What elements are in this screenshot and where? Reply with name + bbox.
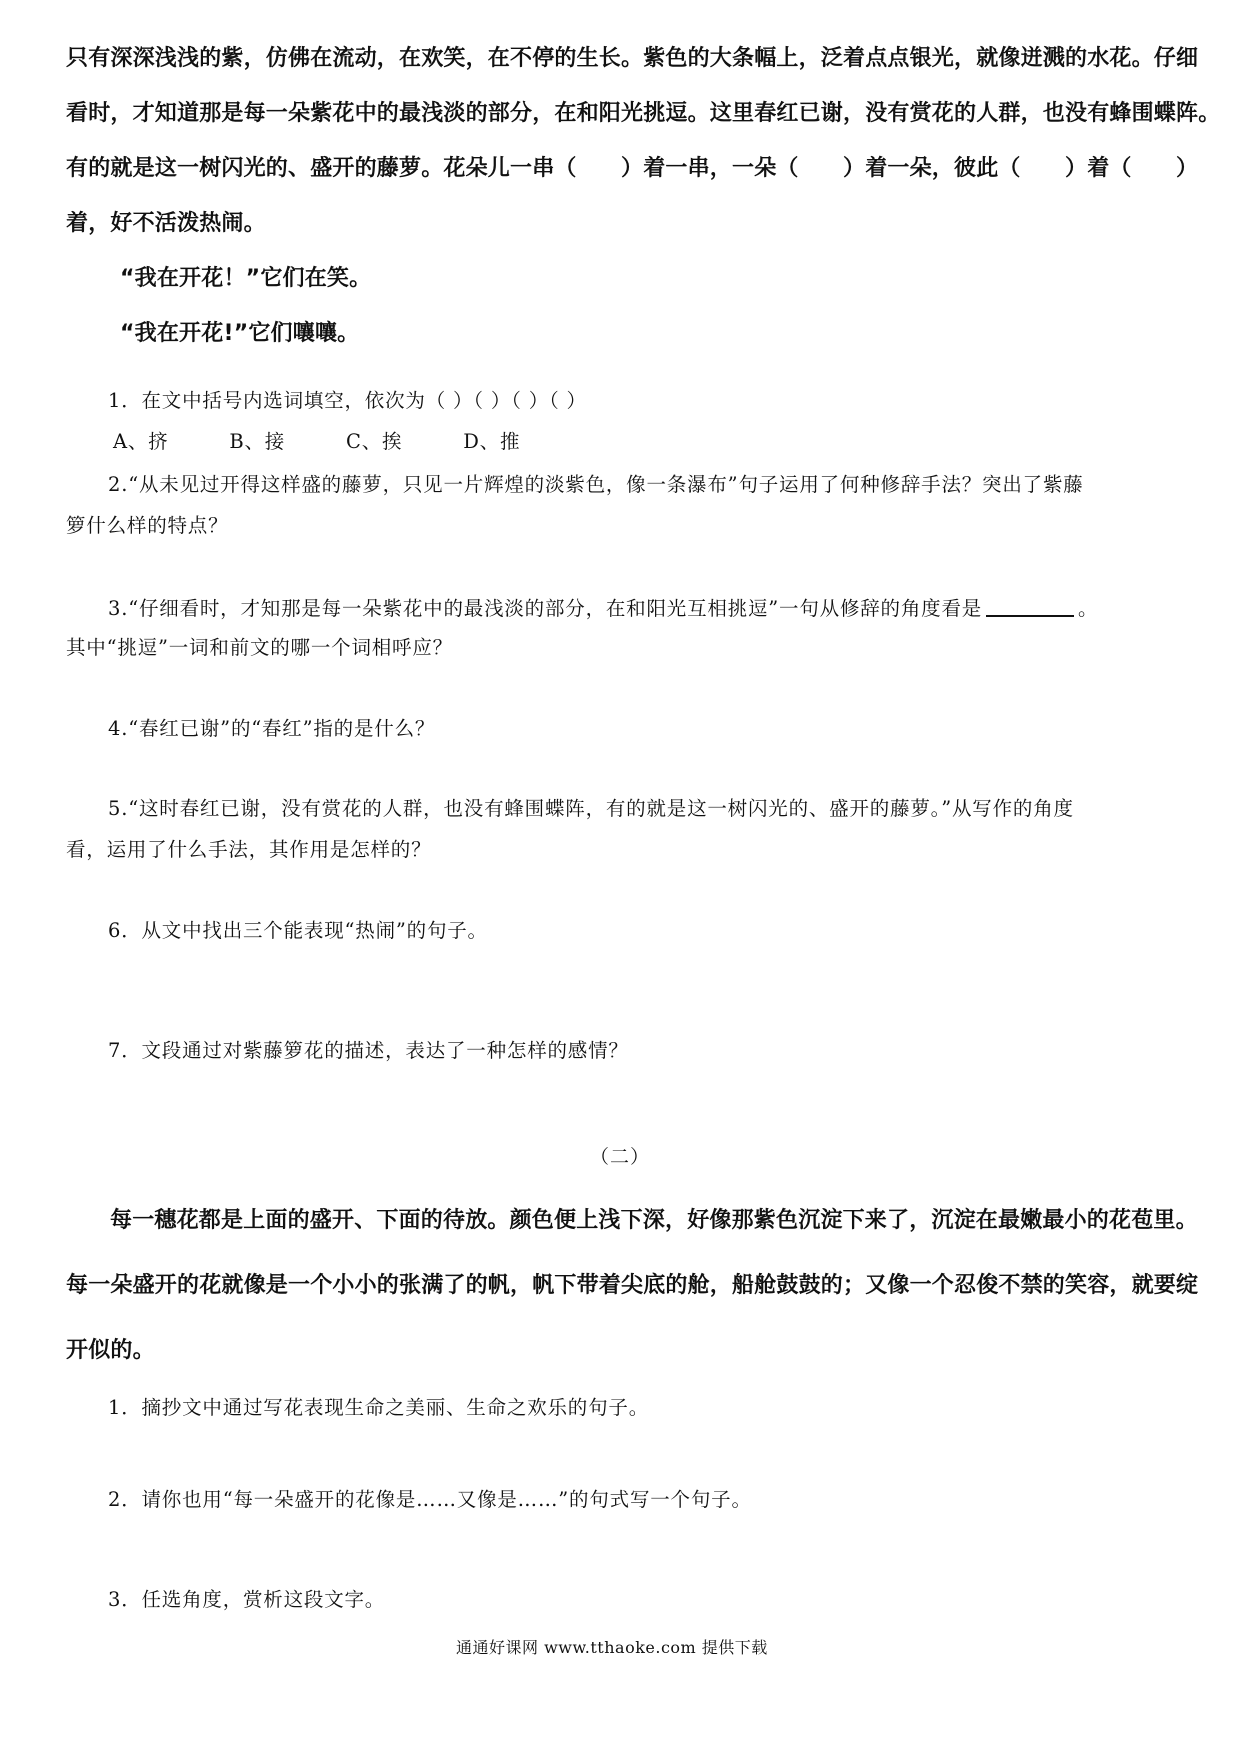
question-3-text: 3.“仔细看时，才知那是每一朵紫花中的最浅淡的部分，在和阳光互相挑逗”一句从修辞的角度看是: [108, 597, 983, 620]
section2-question-2: 2．请你也用“每一朵盛开的花像是……又像是……”的句式写一个句子。: [108, 1488, 752, 1511]
section2-line2: 每一朵盛开的花就像是一个小小的张满了的帆，帆下带着尖底的舱，船舱鼓鼓的；又像一个忍俊不禁的笑容，就要绽: [66, 1273, 1199, 1298]
question-5-line1: 5.“这时春红已谢，没有赏花的人群，也没有蜂围蝶阵，有的就是这一树闪光的、盛开的藤萝。”从写作的角度: [108, 797, 1074, 820]
question-3-line1: [108, 597, 1098, 619]
passage1-line1: 只有深深浅浅的紫，仿佛在流动，在欢笑，在不停的生长。紫色的大条幅上，泛着点点银光，就像迸溅的水花。仔细: [66, 46, 1199, 71]
passage1-line3: 有的就是这一树闪光的、盛开的藤萝。花朵儿一串（ ）着一串，一朵（ ）着一朵，彼此（ ）着（ ）: [66, 156, 1199, 181]
question-1-options: A、挤 B、接 C、挨 D、推: [113, 430, 521, 453]
section2-question-3: 3．任选角度，赏析这段文字。: [108, 1588, 386, 1611]
section-2-title: （二）: [590, 1146, 651, 1168]
question-2-line1: 2.“从未见过开得这样盛的藤萝，只见一片辉煌的淡紫色，像一条瀑布”句子运用了何种修辞手法？突出了紫藤: [108, 473, 1084, 496]
question-5-line2: 看，运用了什么手法，其作用是怎样的？: [66, 838, 432, 861]
question-1: 1．在文中括号内选词填空，依次为（ ）（ ）（ ）（ ）: [108, 389, 587, 412]
question-2-line2: 箩什么样的特点？: [66, 514, 229, 537]
passage1-line2: 看时，才知道那是每一朵紫花中的最浅淡的部分，在和阳光挑逗。这里春红已谢，没有赏花的人群，也没有蜂围蝶阵。: [66, 101, 1221, 126]
passage1-line5: “我在开花！”它们在笑。: [120, 266, 372, 291]
section2-line1: 每一穗花都是上面的盛开、下面的待放。颜色便上浅下深，好像那紫色沉淀下来了，沉淀在最嫩最小的花苞里。: [110, 1208, 1198, 1233]
footer-text: 通通好课网 www.tthaoke.com 提供下载: [456, 1638, 768, 1657]
question-4: 4.“春红已谢”的“春红”指的是什么？: [108, 717, 436, 740]
answer-blank: [986, 597, 1074, 617]
question-3-line2: 其中“挑逗”一词和前文的哪一个词相呼应？: [66, 636, 453, 659]
question-6: 6．从文中找出三个能表现“热闹”的句子。: [108, 919, 488, 942]
question-7: 7．文段通过对紫藤箩花的描述，表达了一种怎样的感情？: [108, 1039, 629, 1062]
passage1-line4: 着，好不活泼热闹。: [66, 211, 266, 236]
section2-line3: 开似的。: [66, 1338, 155, 1363]
section2-question-1: 1．摘抄文中通过写花表现生命之美丽、生命之欢乐的句子。: [108, 1396, 650, 1419]
question-3-period: 。: [1078, 597, 1099, 620]
passage1-line6: “我在开花!”它们嚷嚷。: [120, 321, 360, 346]
